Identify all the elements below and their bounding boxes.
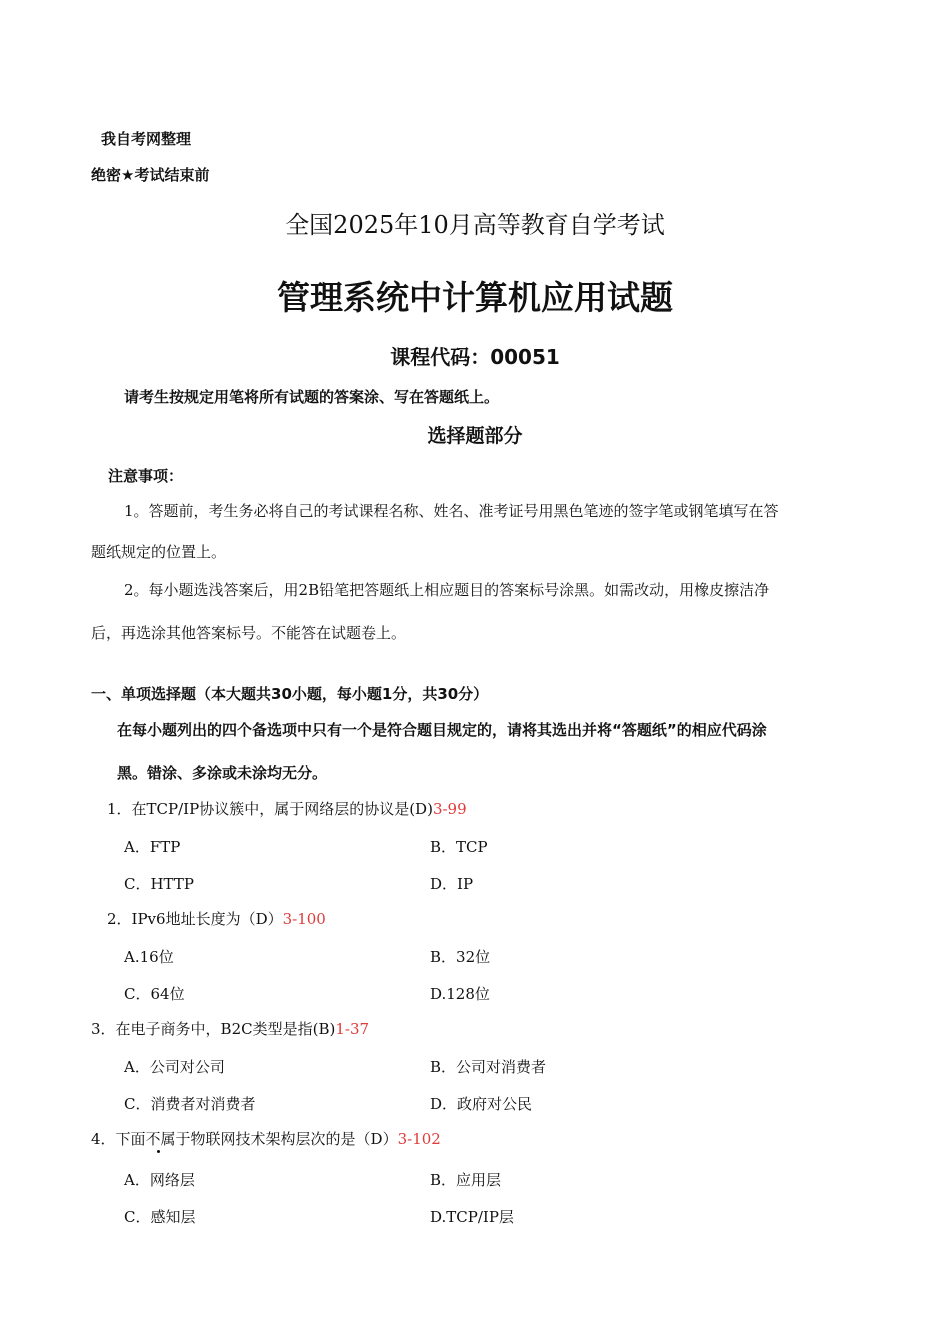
source-label: 我自考网整理 xyxy=(101,130,192,148)
question-ref: 3-102 xyxy=(397,1130,441,1148)
q1-option-d: D．IP xyxy=(430,875,474,893)
emphasis-dot xyxy=(157,1150,160,1153)
question-ref: 3-100 xyxy=(282,910,326,928)
notes-title: 注意事项： xyxy=(108,467,184,485)
q2-option-c: C．64位 xyxy=(124,985,185,1003)
course-code: 课程代码：00051 xyxy=(390,345,560,369)
question-stem-text: 1．在TCP/IP协议簇中，属于网络层的协议是(D) xyxy=(107,800,433,818)
question-3-stem xyxy=(91,1018,369,1039)
answer-instruction: 请考生按规定用笔将所有试题的答案涂、写在答题纸上。 xyxy=(124,388,500,406)
q2-option-b: B．32位 xyxy=(430,948,491,966)
question-stem-text: 3．在电子商务中，B2C类型是指(B) xyxy=(91,1020,336,1038)
question-4-stem xyxy=(91,1128,441,1149)
question-stem-text: 2．IPv6地址长度为（D） xyxy=(107,910,283,928)
q4-option-b: B．应用层 xyxy=(430,1171,502,1189)
q2-option-d: D.128位 xyxy=(430,985,490,1003)
exam-title: 全国2025年10月高等教育自学考试 xyxy=(285,211,665,239)
q1-option-c: C．HTTP xyxy=(124,875,194,893)
note-1-line2: 题纸规定的位置上。 xyxy=(91,543,227,561)
note-2-line2: 后，再选涂其他答案标号。不能答在试题卷上。 xyxy=(91,624,407,642)
part-one-heading: 一、单项选择题（本大题共30小题，每小题1分，共30分） xyxy=(91,685,489,703)
q4-option-a: A．网络层 xyxy=(124,1171,195,1189)
q3-option-c: C．消费者对消费者 xyxy=(124,1095,256,1113)
question-ref: 3-99 xyxy=(432,800,467,818)
part-one-desc-line2: 黑。错涂、多涂或未涂均无分。 xyxy=(117,764,328,782)
q2-option-a: A.16位 xyxy=(124,948,174,966)
question-ref: 1-37 xyxy=(335,1020,370,1038)
question-stem-text: 4．下面不属于物联网技术架构层次的是（D） xyxy=(91,1130,398,1148)
subject-title: 管理系统中计算机应用试题 xyxy=(277,278,673,317)
question-1-stem xyxy=(107,798,467,819)
q3-option-a: A．公司对公司 xyxy=(124,1058,225,1076)
q4-option-c: C．感知层 xyxy=(124,1208,196,1226)
confidentiality-label: 绝密★考试结束前 xyxy=(91,166,210,184)
part-one-desc-line1: 在每小题列出的四个备选项中只有一个是符合题目规定的，请将其选出并将“答题纸”的相应代码涂 xyxy=(117,721,767,739)
q3-option-b: B．公司对消费者 xyxy=(430,1058,547,1076)
question-2-stem xyxy=(107,908,326,929)
note-2-line1: 2。每小题选浅答案后，用2B铅笔把答题纸上相应题目的答案标号涂黑。如需改动，用橡皮擦洁净 xyxy=(124,581,770,599)
q1-option-a: A．FTP xyxy=(124,838,181,856)
note-1-line1: 1。答题前，考生务必将自己的考试课程名称、姓名、准考证号用黑色笔迹的签字笔或钢笔填写在答 xyxy=(124,502,779,520)
q1-option-b: B．TCP xyxy=(430,838,488,856)
q4-option-d: D.TCP/IP层 xyxy=(430,1208,514,1226)
q3-option-d: D．政府对公民 xyxy=(430,1095,533,1113)
section-heading: 选择题部分 xyxy=(427,425,523,447)
